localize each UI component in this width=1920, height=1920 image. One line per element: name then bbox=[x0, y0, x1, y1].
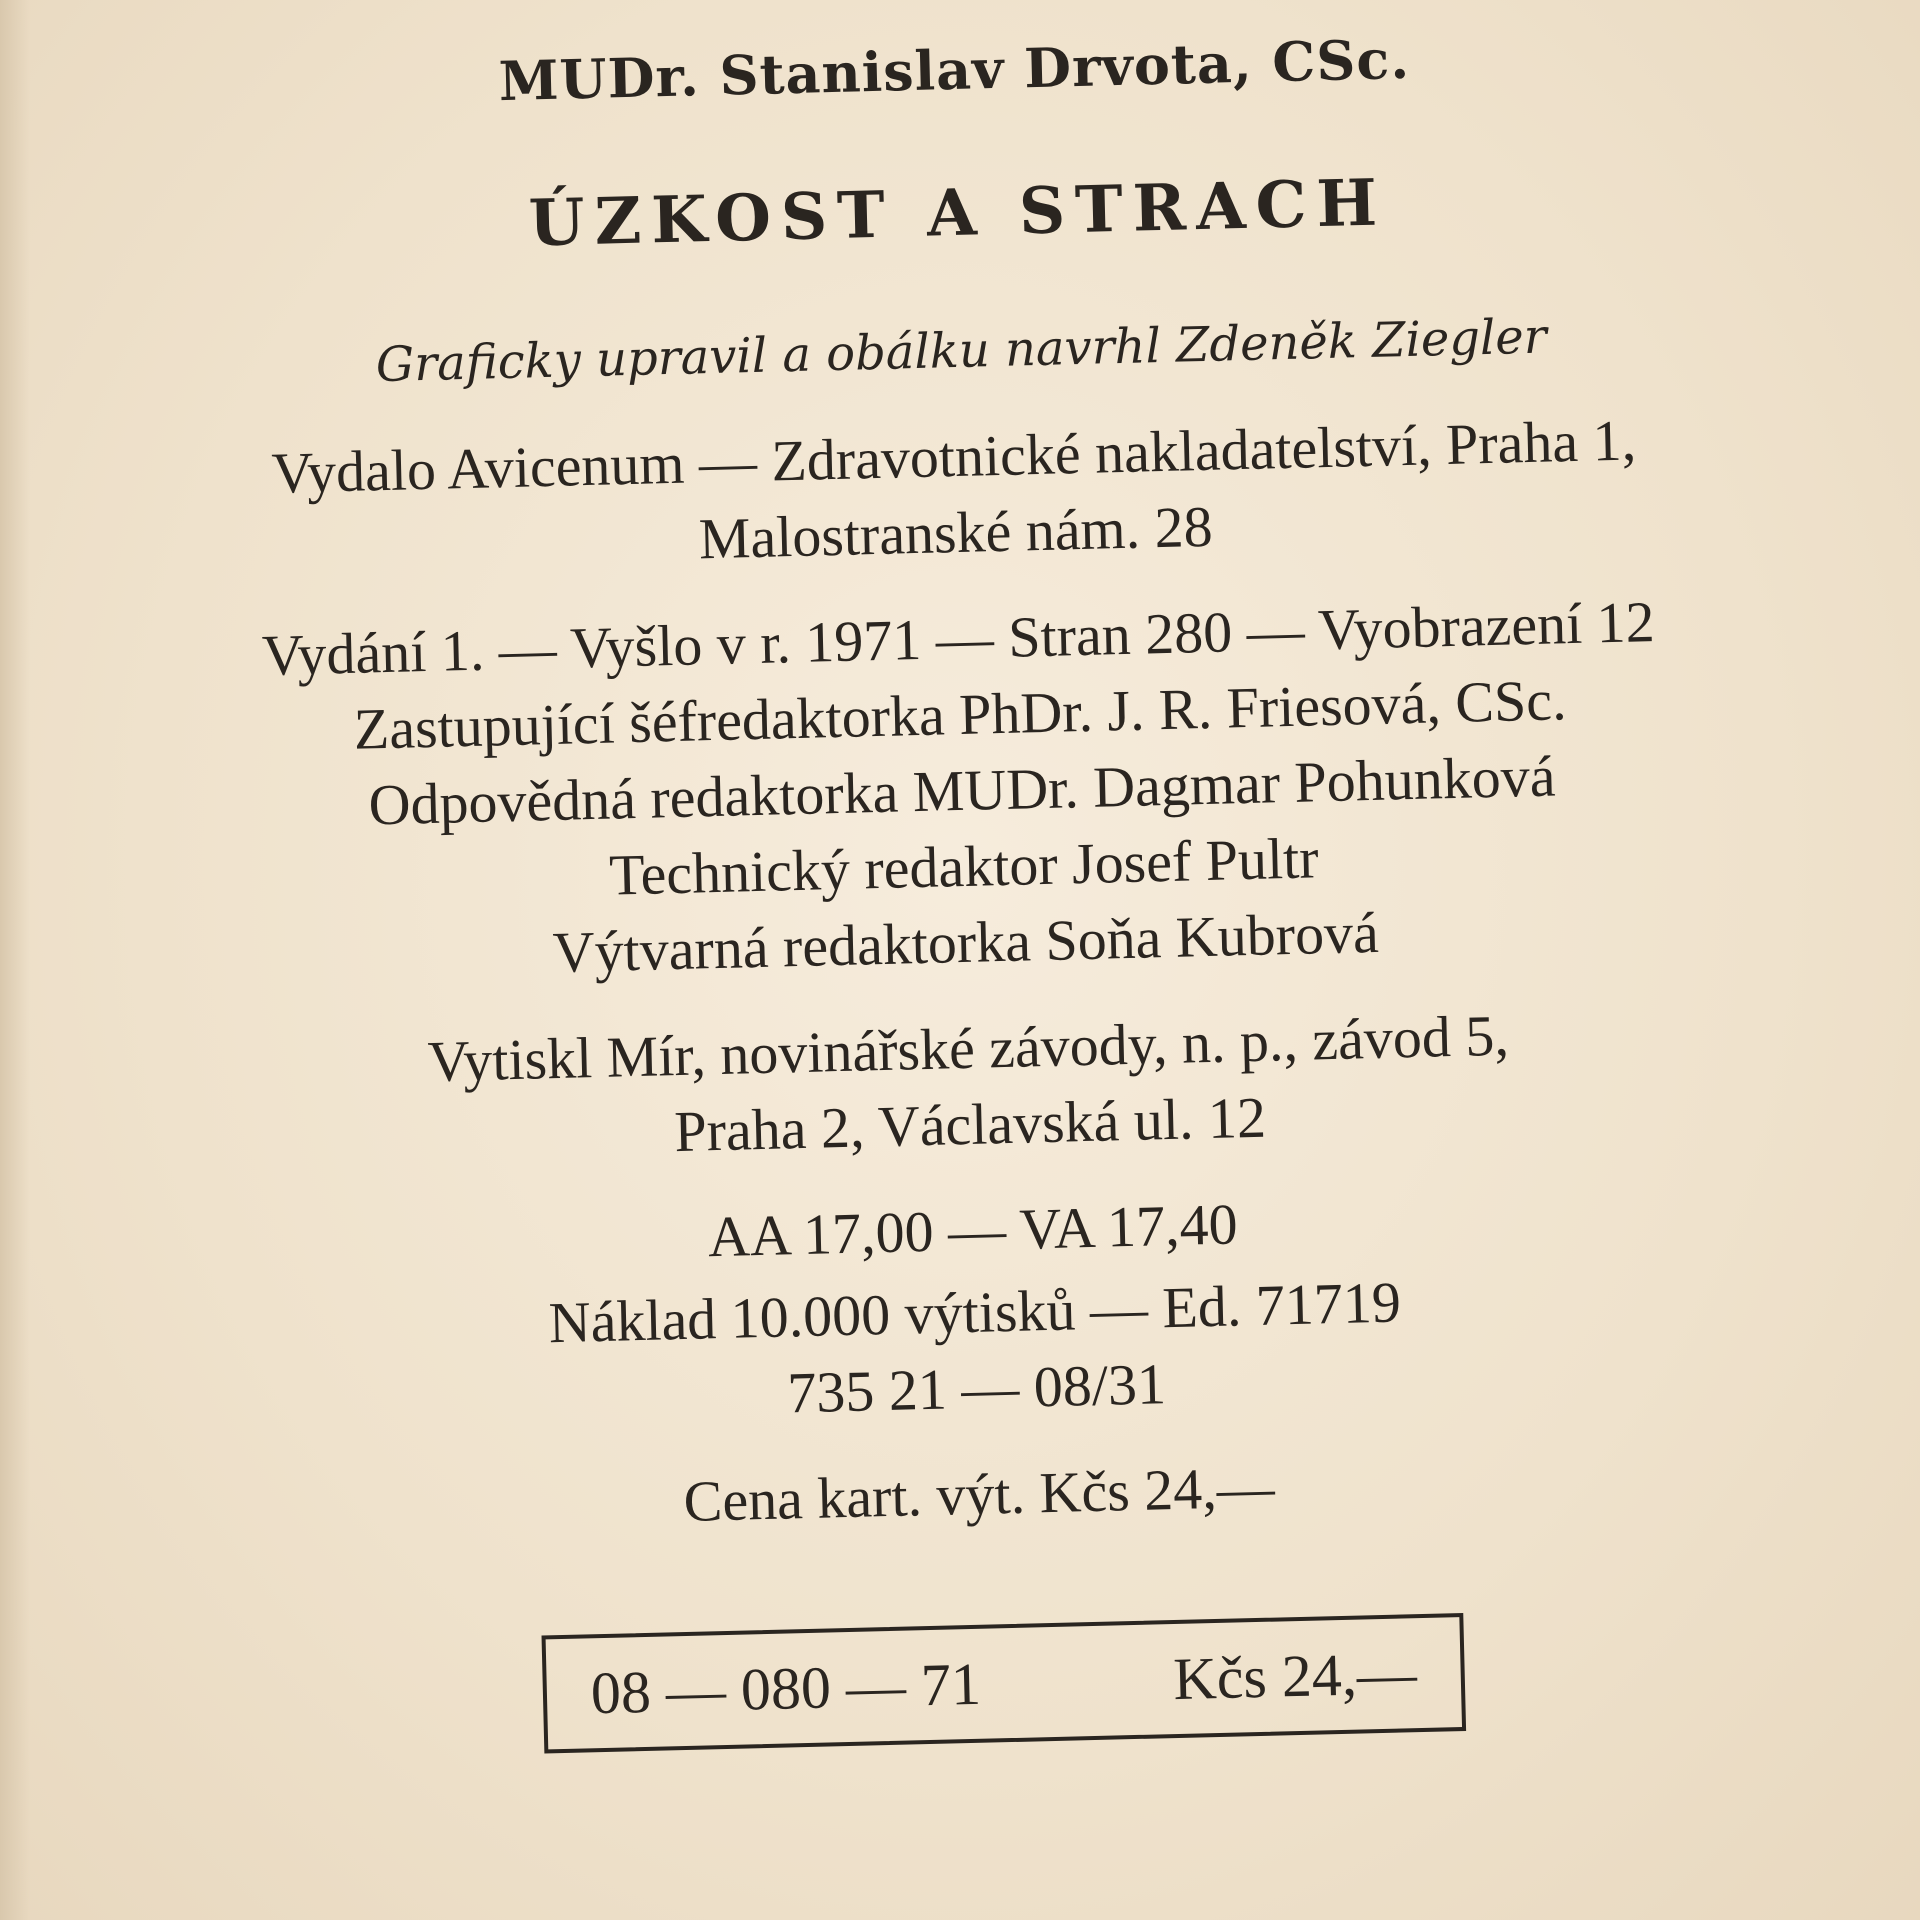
responsible-editor-line: Odpovědná redaktorka MUDr. Dagmar Pohunková bbox=[367, 743, 1557, 838]
price-line: Cena kart. výt. Kčs 24,— bbox=[682, 1454, 1276, 1534]
price-box bbox=[542, 1613, 1467, 1753]
design-credit: Graficky upravil a obálku navrhl Zdeněk Ziegler bbox=[375, 308, 1548, 394]
page-edge-shadow bbox=[0, 0, 30, 1920]
sheets-line: AA 17,00 — VA 17,40 bbox=[707, 1191, 1239, 1270]
printer-line: Vytiskl Mír, novinářské závody, n. p., závod 5, bbox=[427, 1002, 1510, 1095]
publisher-line: Vydalo Avicenum — Zdravotnické nakladatelství, Praha 1, bbox=[270, 407, 1637, 506]
edition-line: Vydání 1. — Vyšlo v r. 1971 — Stran 280 — Vyobrazení 12 bbox=[261, 589, 1656, 689]
code-line: 735 21 — 08/31 bbox=[786, 1351, 1167, 1426]
book-title: ÚZKOST A STRACH bbox=[527, 165, 1388, 262]
art-editor-line: Výtvarná redaktorka Soňa Kubrová bbox=[551, 899, 1380, 986]
box-price: Kčs 24,— bbox=[1172, 1639, 1418, 1712]
author-name: MUDr. Stanislav Drvota, CSc. bbox=[498, 26, 1411, 114]
catalog-number: 08 — 080 — 71 bbox=[590, 1650, 982, 1726]
imprint-block bbox=[43, 0, 1885, 1765]
print-run-line: Náklad 10.000 výtisků — Ed. 71719 bbox=[547, 1269, 1402, 1356]
publisher-address: Malostranské nám. 28 bbox=[698, 493, 1214, 572]
printer-address: Praha 2, Václavská ul. 12 bbox=[673, 1084, 1267, 1165]
chief-editor-line: Zastupující šéfredaktorka PhDr. J. R. Friesová, CSc. bbox=[353, 667, 1568, 762]
technical-editor-line: Technický redaktor Josef Pultr bbox=[608, 825, 1320, 908]
